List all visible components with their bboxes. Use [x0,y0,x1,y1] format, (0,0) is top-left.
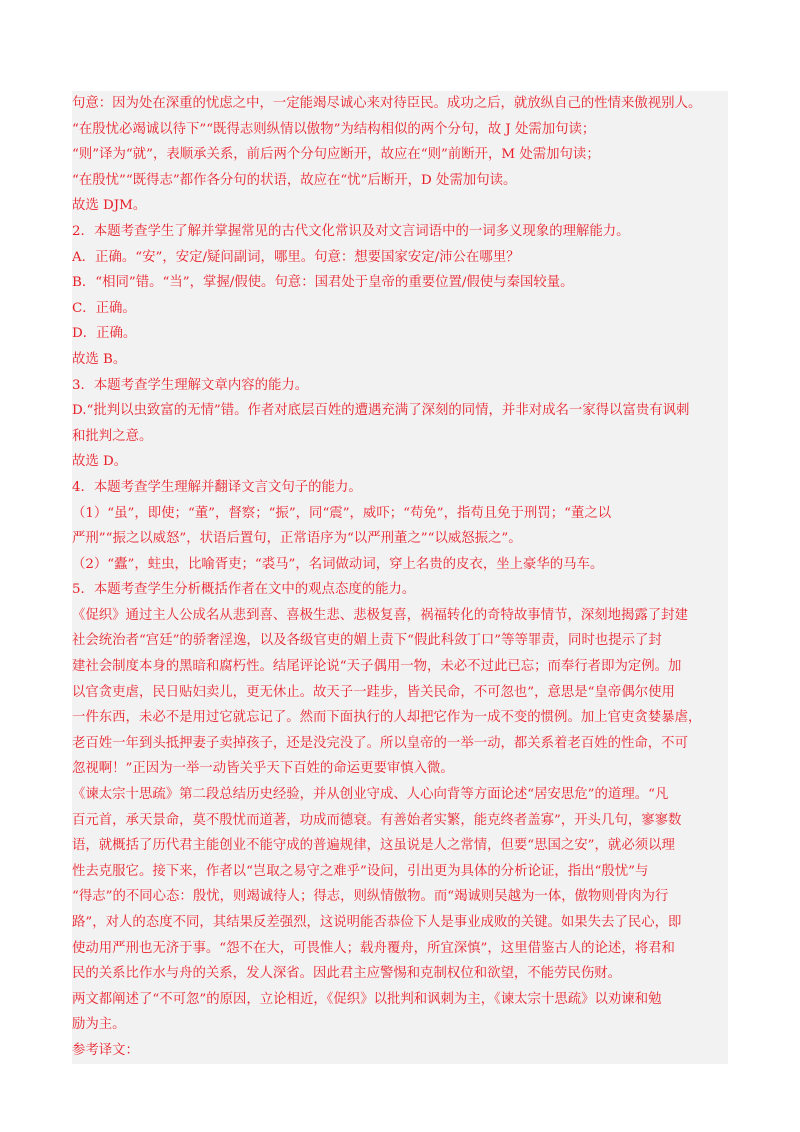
text-line: A．正确。“安”，安定/疑问副词，哪里。句意：想要国家安定/沛公在哪里？ [72,249,520,265]
text-line: 故选 DJM。 [72,198,147,214]
text-line: 忽视啊！”正因为一举一动皆关乎天下百姓的命运更要审慎入微。 [72,761,454,777]
text-line: （2）“蠹”，蛀虫，比喻胥吏；“裘马”，名词做动词，穿上名贵的皮衣，坐上豪华的马车。 [72,556,604,572]
text-line: 一件东西，未必不是用过它就忘记了。然而下面执行的人却把它作为一成不变的惯例。加上官吏贪婪暴虐， [72,710,702,726]
text-line: 百元首，承天景命，莫不殷忧而道著，功成而德衰。有善始者实繁，能克终者盖寡”，开头几句，寥寥数 [72,812,682,828]
text-line: 使动用严刑也无济于事。“怨不在大，可畏惟人；载舟覆舟，所宜深慎”，这里借鉴古人的论述，将君和 [72,940,675,956]
text-line: 社会统治者“宫廷”的骄奢淫逸，以及各级官吏的媚上责下“假此科敛丁口”等等罪责，同时也提示了封 [72,633,662,649]
text-line: 《谏太宗十思疏》第二段总结历史经验，并从创业守成、人心向背等方面论述“居安思危”的道理。“凡 [72,787,669,803]
text-line: C．正确。 [72,300,136,316]
text-line: D.“批判以虫致富的无情”错。作者对底层百姓的遭遇充满了深刻的同情，并非对成名一家得以富贵有讽刺 [72,403,690,419]
text-line: 3．本题考查学生理解文章内容的能力。 [72,377,309,393]
answer-explanation-text [72,91,728,1064]
text-line: 和批判之意。 [72,428,153,444]
text-line: （1）“虽”，即使；“董”，督察；“振”，同“震”，威吓；“苟免”，指苟且免于刑罚；“董之以 [72,505,612,521]
text-line: 严刑”“振之以威怒”，状语后置句，正常语序为“以严刑董之”“以威怒振之”。 [72,531,522,547]
text-line: 故选 B。 [72,351,127,367]
text-line: 5．本题考查学生分析概括作者在文中的观点态度的能力。 [72,582,416,598]
text-line: “得志”的不同心态：殷忧，则竭诚待人；得志，则纵情傲物。而“竭诚则吴越为一体，傲物则骨肉为行 [72,889,669,905]
text-line: 路”，对人的态度不同，其结果反差强烈，这说明能否恭俭下人是事业成败的关键。如果失去了民心，即 [72,915,682,930]
text-line: 老百姓一年到头抵押妻子卖掉孩子，还是没完没了。所以皇帝的一举一动，都关系着老百姓的性命，不可 [72,735,688,751]
text-line: 励为主。 [72,1017,126,1033]
text-line: 民的关系比作水与舟的关系，发人深省。因此君主应警惕和克制权位和欲望，不能劳民伤财。 [72,966,622,982]
text-line: 4．本题考查学生理解并翻译文言文句子的能力。 [72,479,362,495]
text-line: 《促织》通过主人公成名从悲到喜、喜极生悲、悲极复喜，祸福转化的奇特故事情节，深刻地揭露了封建 [72,607,688,623]
text-line: 2．本题考查学生了解并掌握常见的古代文化常识及对文言词语中的一词多义现象的理解能力。 [72,223,630,239]
text-line: B．“相同”错。“当”，掌握/假使。句意：国君处于皇帝的重要位置/假使与秦国较量。 [72,275,574,291]
text-line: 以官贪吏虐，民日贴妇卖儿，更无休止。故天子一跬步，皆关民命，不可忽也”，意思是“皇帝偶尔使用 [72,684,675,700]
text-line: 语，就概括了历代君主能创业不能守成的普遍规律，这虽说是人之常情，但要“思国之安”，就必须以理 [72,838,675,854]
text-line: D．正确。 [72,326,137,342]
text-line: “在殷忧”“既得志”都作各分句的状语，故应在“忧”后断开，D 处需加句读。 [72,172,517,188]
text-line: “在殷忧必竭诚以待下”“既得志则纵情以傲物”为结构相似的两个分句，故 J 处需加句读； [72,121,596,137]
text-line: 建社会制度本身的黑暗和腐朽性。结尾评论说“天子偶用一物，未必不过此已忘；而奉行者即为定例。加 [72,659,682,675]
text-line: 两文都阐述了“不可忽”的原因，立论相近，《促织》以批判和讽刺为主，《谏太宗十思疏》以劝谏和勉 [72,991,662,1007]
text-line: 性去克服它。接下来，作者以“岂取之易守之难乎”设问，引出更为具体的分析论证，指出“殷忧”与 [72,863,649,879]
text-line: “则”译为“就”，表顺承关系，前后两个分句应断开，故应在“则”前断开，M 处需加句读； [72,147,600,163]
text-line: 参考译文： [72,1042,139,1058]
text-line: 故选 D。 [72,454,128,470]
text-line: 句意：因为处在深重的忧虑之中，一定能竭尽诚心来对待臣民。成功之后，就放纵自己的性情来傲视别人。 [72,96,702,111]
